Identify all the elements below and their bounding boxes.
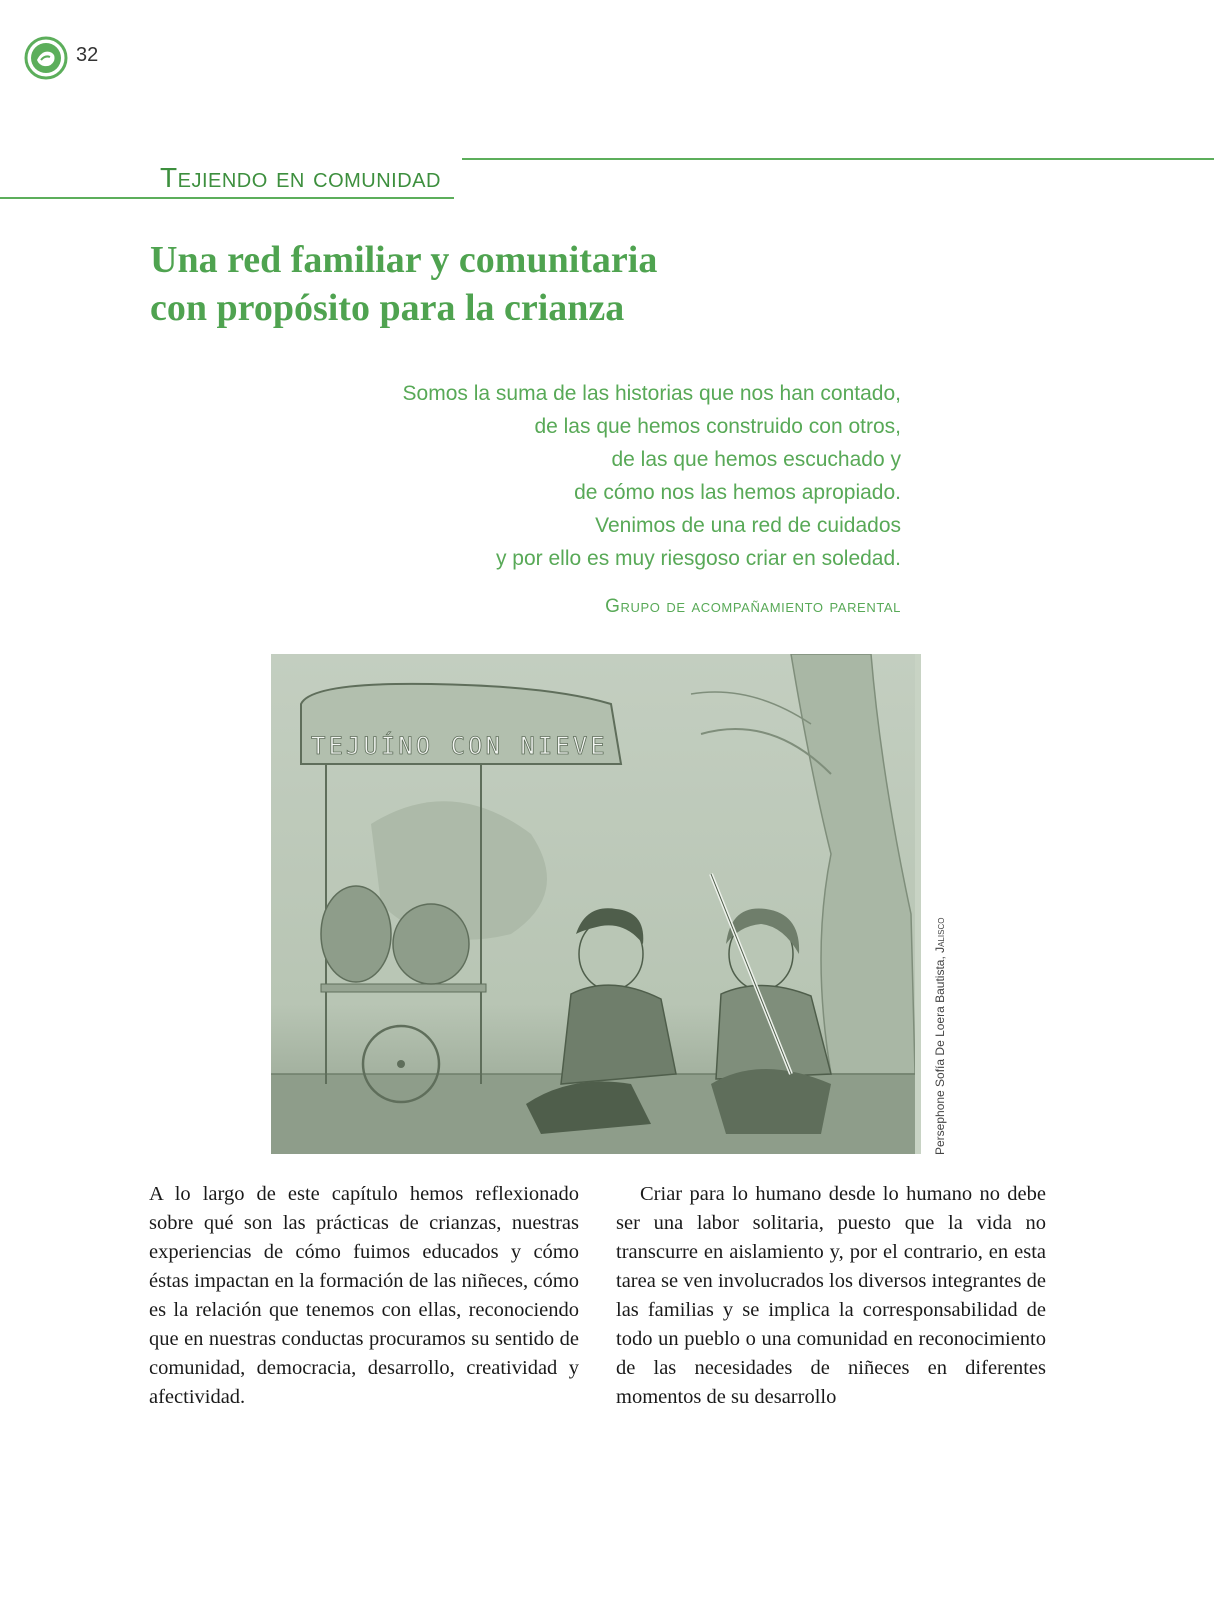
epigraph-line: de las que hemos escuchado y	[611, 448, 901, 471]
epigraph	[261, 377, 901, 575]
title-line-2: con propósito para la crianza	[150, 287, 625, 329]
body-column-left	[149, 1180, 579, 1412]
body-column-right	[616, 1180, 1046, 1412]
paragraph: Criar para lo humano desde lo humano no debe ser una labor solitaria, puesto que la vida no transcurre en aislamiento y, por el contrario, en esta tarea se ven involucrados los diversos integrantes de las familias y se implica la corresponsabilidad de todo un pueblo o una comunidad en reconocimiento de las necesidades de niñeces en diferentes momentos de su desarrollo	[616, 1183, 1046, 1408]
top-rule	[462, 158, 1214, 160]
epigraph-line: de las que hemos construido con otros,	[534, 415, 901, 438]
section-rule	[0, 197, 454, 199]
credit-place: Jalisco	[933, 917, 947, 953]
title-line-1: Una red familiar y comunitaria	[150, 239, 658, 281]
paragraph: A lo largo de este capítulo hemos reflexionado sobre qué son las prácticas de crianzas, nuestras experiencias de cómo fuimos educados y cómo éstas impactan en la formación de las niñeces, cómo es la relación que tenemos con ellas, reconociendo que en nuestras conductas procuramos su sentido de comunidad, democracia, desarrollo, creatividad y afectividad.	[149, 1183, 579, 1408]
page-number: 32	[76, 44, 99, 66]
epigraph-attribution: Grupo de acompañamiento parental	[605, 596, 901, 617]
credit-name: Persephone Sofía De Loera Bautista,	[933, 956, 947, 1155]
illustration-credit	[933, 918, 947, 1155]
epigraph-line: y por ello es muy riesgoso criar en soledad.	[495, 547, 901, 570]
epigraph-line: Somos la suma de las historias que nos han contado,	[402, 382, 901, 405]
section-label: Tejiendo en comunidad	[160, 162, 441, 193]
publisher-logo-icon	[24, 36, 68, 80]
epigraph-line: de cómo nos las hemos apropiado.	[574, 481, 901, 504]
epigraph-line: Venimos de una red de cuidados	[595, 514, 901, 537]
cart-sign-text: TEJUÍNO CON NIEVE	[311, 732, 608, 760]
article-title	[150, 236, 850, 332]
illustration-children-tejuino-cart	[271, 654, 921, 1154]
